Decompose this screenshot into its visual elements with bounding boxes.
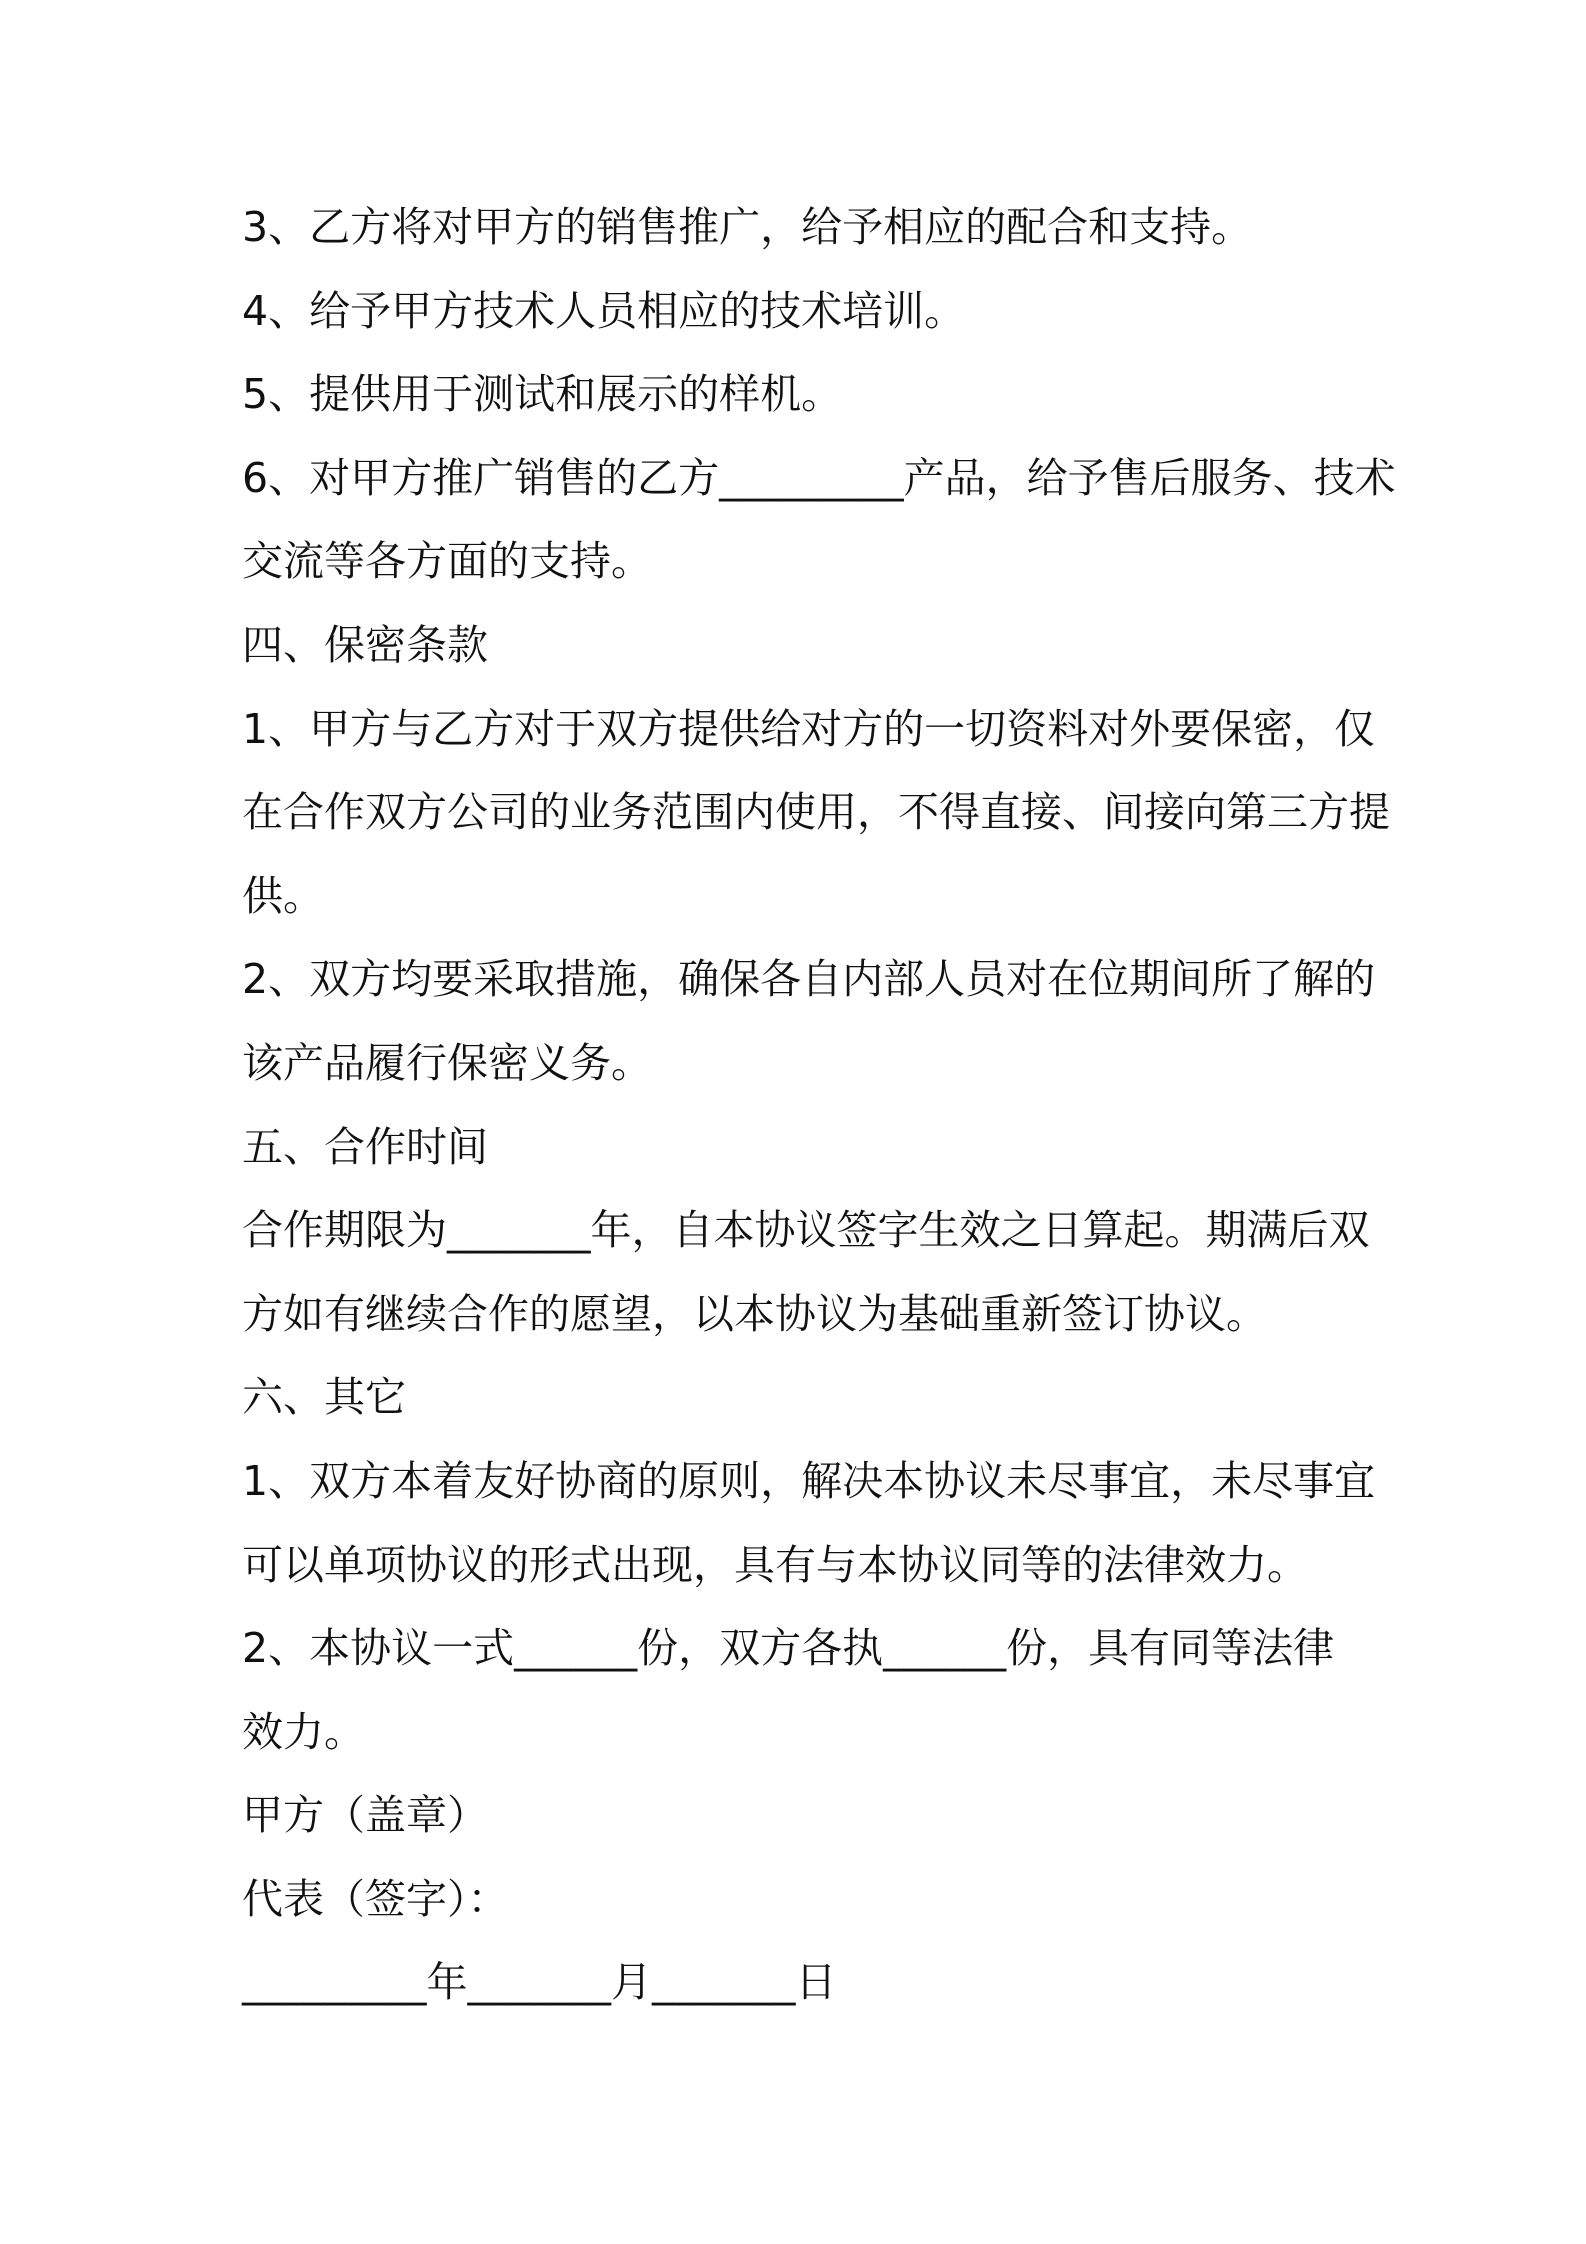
party-a-seal-label: 甲方（盖章） bbox=[242, 1791, 488, 1840]
section-heading-confidentiality: 四、保密条款 bbox=[242, 620, 488, 669]
section-heading-cooperation-period: 五、合作时间 bbox=[242, 1122, 488, 1171]
clause-3-text: 3、乙方将对甲方的销售推广，给予相应的配合和支持。 bbox=[242, 203, 1253, 251]
confidentiality-clause-2-line-2: 该产品履行保密义务。 bbox=[242, 1038, 652, 1087]
other-clause-1-line-2: 可以单项协议的形式出现，具有与本协议同等的法律效力。 bbox=[242, 1540, 1308, 1589]
other-clause-2-line-2: 效力。 bbox=[242, 1707, 365, 1756]
clause-6-text-line-1: 6、对甲方推广销售的乙方_________产品，给予售后服务、技术 bbox=[242, 453, 1396, 502]
document-body bbox=[242, 186, 1396, 2025]
confidentiality-clause-1-line-3: 供。 bbox=[242, 871, 324, 920]
confidentiality-clause-1-line-2: 在合作双方公司的业务范围内使用，不得直接、间接向第三方提 bbox=[242, 788, 1390, 837]
cooperation-period-line-2: 方如有继续合作的愿望，以本协议为基础重新签订协议。 bbox=[242, 1289, 1267, 1338]
representative-signature-label: 代表（签字）： bbox=[242, 1874, 509, 1923]
clause-5-text: 5、提供用于测试和展示的样机。 bbox=[242, 370, 843, 419]
other-clause-2-line-1: 2、本协议一式______份，双方各执______份，具有同等法律 bbox=[242, 1624, 1335, 1673]
confidentiality-clause-1-line-1: 1、甲方与乙方对于双方提供给对方的一切资料对外要保密，仅 bbox=[242, 704, 1376, 753]
clause-6-text-line-2: 交流等各方面的支持。 bbox=[242, 537, 652, 586]
other-clause-1-line-1: 1、双方本着友好协商的原则，解决本协议未尽事宜，未尽事宜 bbox=[242, 1456, 1376, 1505]
cooperation-period-line-1: 合作期限为_______年，自本协议签字生效之日算起。期满后双 bbox=[242, 1206, 1370, 1255]
confidentiality-clause-2-line-1: 2、双方均要采取措施，确保各自内部人员对在位期间所了解的 bbox=[242, 955, 1376, 1004]
section-heading-other: 六、其它 bbox=[242, 1373, 406, 1422]
date-line: _________年_______月_______日 bbox=[242, 1958, 837, 2007]
clause-4-text: 4、给予甲方技术人员相应的技术培训。 bbox=[242, 286, 966, 335]
